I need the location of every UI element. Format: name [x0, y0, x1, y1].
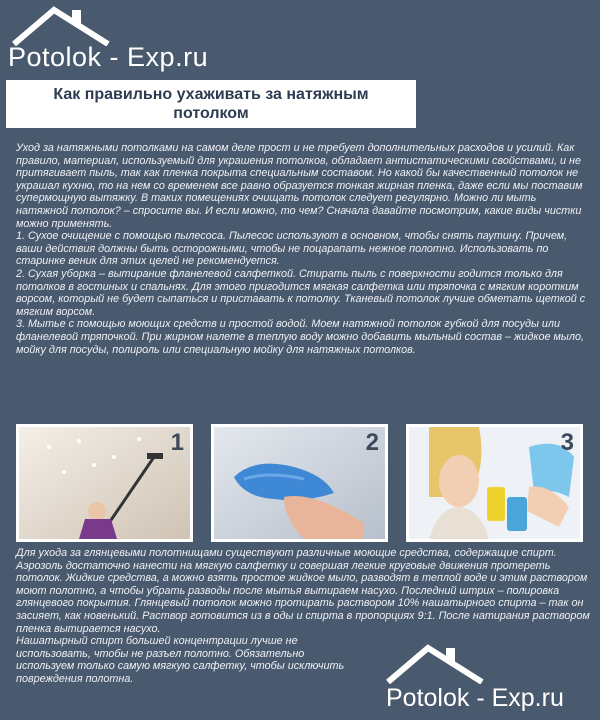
outro-paragraph: Для ухода за глянцевыми полотнищами существуют различные моющие средства, содержащие спирт. Аэрозоль достаточно нанести на мягкую салфетку и совершая легкие круговые движения протереть потолок. Жидкие средства, а можно взять простое жидкое мыло, разводят в теплой воде и этим раствором моют полотно, а чтобы убрать разводы после мытья вытираем насухо. Последний штрих – полировка глянцевого покрытия. Глянцевый потолок можно протирать раствором 10% нашатырного спирта – так он засияет, как новенький. Раствор готовится из в оды и спирта в пропорциях 9:1. После натирания раствором пленка вытирается насухо. [16, 547, 590, 635]
outro-tail-paragraph: Нашатырный спирт большей концентрации лучше не использовать, чтобы не разъел полотно. Обязательно используем только самую мягкую салфетку, чтобы исключить повреждения полотна. [16, 635, 345, 685]
photo-number: 2 [365, 429, 379, 456]
photo-number: 1 [170, 429, 184, 456]
article-title: Как правильно ухаживать за натяжным потолком [6, 80, 416, 128]
vacuum-cleaning-photo-icon [19, 427, 190, 539]
brand-name: Potolok - Exp.ru [8, 42, 209, 72]
photo-number: 3 [560, 429, 574, 456]
method-1-paragraph: 1. Сухое очищение с помощью пылесоса. Пылесос используют в основном, чтобы снять паутину. Причем, ваши действия должны быть осторожными, чтобы не поцарапать нежное полотно. Использовать по старинке веник для этих целей не рекомендуется. [16, 230, 568, 268]
method-3-paragraph: 3. Мытье с помощью моющих средств и простой водой. Моем натяжной потолок губкой для посуды или фланелевой тряпочкой. При жирном налете в теплую воду можно добавить мыльный состав – жидкое мыло, мойку для посуды, полироль или специальную мойку для натяжных потолков. [16, 318, 584, 356]
spray-cleaning-photo-icon [409, 427, 580, 539]
brand-logo-bottom[interactable] [384, 640, 600, 720]
brand-name: Potolok - Exp.ru [386, 684, 564, 712]
photo-cloth-wiping [211, 424, 388, 542]
brand-logo-top[interactable] [0, 0, 260, 80]
house-roof-icon [384, 640, 494, 684]
house-roof-icon [8, 4, 118, 46]
photo-strip [16, 424, 586, 544]
cloth-wiping-photo-icon [214, 427, 385, 539]
photo-vacuum-cleaning [16, 424, 193, 542]
article-intro [16, 142, 588, 356]
intro-paragraph: Уход за натяжными потолками на самом деле прост и не требует дополнительных расходов и усилий. Как правило, материал, используемый для украшения потолков, обладает антистатическими свойствами, и не притягивает пыль, так как пленка покрыта специальным составом. Но какой бы качественный потолок не украшал кухню, то на нем со временем все равно образуется тонкая жирная пленка, даже если мы поставим супермощную вытяжку. В таких помещениях очищать потолок следует регулярно. Можно ли мыть натяжной потолок? – спросите вы. И если можно, то чем? Сначала давайте посмотрим, какие виды чистки можно применять. [16, 142, 583, 230]
method-2-paragraph: 2. Сухая уборка – вытирание фланелевой салфеткой. Стирать пыль с поверхности годится только для потолков в гостиных и спальнях. Для этого пригодится мягкая салфетка или тряпочка с мягким коротким ворсом, который не будет сыпаться и приставать к потолку. Тканевый потолок лучше обметать щеткой с мягким ворсом. [16, 267, 586, 318]
photo-spray-cleaning [406, 424, 583, 542]
